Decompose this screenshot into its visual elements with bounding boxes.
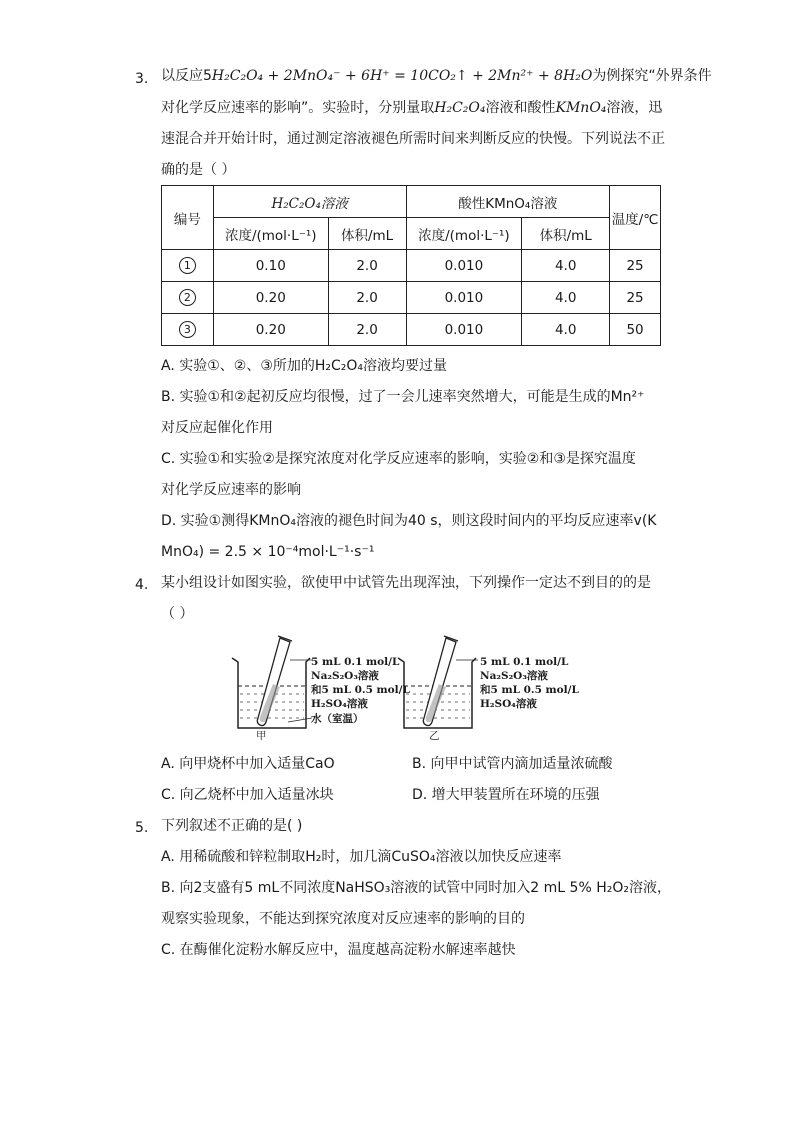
table-row — [162, 282, 661, 314]
cell-vol-1: 2.0 — [328, 314, 406, 346]
q3-stem-text: 为例探究“外界条件 — [592, 68, 712, 84]
cell-vol-2: 4.0 — [522, 282, 610, 314]
cell-temp: 25 — [610, 282, 661, 314]
cell-temp: 25 — [610, 250, 661, 282]
cell-vol-1: 2.0 — [328, 282, 406, 314]
q3-option-d: D. 实验①测得KMnO₄溶液的褪色时间为40 s，则这段时间内的平均反应速率v(K — [161, 513, 657, 529]
yi-label-2: Na₂S₂O₃溶液 — [480, 670, 548, 682]
q5-option-c: C. 在酶催化淀粉水解反应中，温度越高淀粉水解速率越快 — [161, 942, 516, 958]
q3-option-b: B. 实验①和②起初反应均很慢，过了一会儿速率突然增大，可能是生成的Mn²⁺ — [161, 389, 645, 405]
q5-option-a: A. 用稀硫酸和锌粒制取H₂时，加几滴CuSO₄溶液以加快反应速率 — [161, 849, 562, 865]
q3-stem-line3: 速混合并开始计时，通过测定溶液褪色所需时间来判断反应的快慢。下列说法不正 — [161, 131, 665, 147]
cell-vol-2: 4.0 — [522, 314, 610, 346]
q4-option-b: B. 向甲中试管内滴加适量浓硫酸 — [412, 756, 613, 772]
table-row — [162, 314, 661, 346]
cell-vol-2: 4.0 — [522, 250, 610, 282]
q3-stem-text: 以反应5 — [161, 68, 212, 84]
row-id-circle: 1 — [179, 257, 196, 274]
row-id-circle: 2 — [179, 289, 196, 306]
q5-option-b: B. 向2支盛有5 mL不同浓度NaHSO₃溶液的试管中同时加入2 mL 5% H₂O₂溶液， — [161, 880, 671, 896]
jia-label-4: H₂SO₄溶液 — [311, 698, 368, 710]
q3-stem-text: 溶液和酸性 — [485, 100, 556, 116]
q3-option-a: A. 实验①、②、③所加的H₂C₂O₄溶液均要过量 — [161, 358, 448, 374]
q4-stem-line1: 某小组设计如图实验，欲使甲中试管先出现浑浊，下列操作一定达不到目的的是 — [161, 575, 651, 591]
header-conc-1: 浓度/(mol·L⁻¹) — [213, 218, 328, 250]
experiment-table — [161, 185, 661, 346]
q3-stem-text: 对化学反应速率的影响”。实验时，分别量取 — [161, 100, 435, 116]
cell-conc-1: 0.20 — [213, 282, 328, 314]
q3-stem-line4: 确的是（ ） — [161, 162, 236, 178]
cell-conc-1: 0.20 — [213, 314, 328, 346]
cell-conc-2: 0.010 — [406, 282, 522, 314]
header-vol-2: 体积/mL — [522, 218, 610, 250]
q3-stem-text: 溶液，迅 — [606, 100, 663, 116]
beaker-jia-label: 甲 — [256, 730, 267, 742]
q3-formula: KMnO₄ — [555, 100, 607, 116]
q4-number: 4. — [135, 577, 149, 593]
q5-option-b-cont: 观察实验现象，不能达到探究浓度对反应速率的影响的目的 — [161, 911, 525, 927]
beaker-jia — [232, 636, 310, 728]
yi-label-3: 和5 mL 0.5 mol/L — [480, 684, 579, 696]
q3-stem-line1 — [161, 66, 712, 86]
beaker-yi — [398, 636, 476, 728]
q3-option-c: C. 实验①和实验②是探究浓度对化学反应速率的影响，实验②和③是探究温度 — [161, 451, 636, 467]
header-kmno4: 酸性KMnO₄溶液 — [406, 186, 610, 218]
q3-option-b-cont: 对反应起催化作用 — [161, 420, 273, 436]
q3-number: 3. — [135, 71, 149, 87]
q4-option-d: D. 增大甲装置所在环境的压强 — [412, 787, 600, 803]
header-vol-1: 体积/mL — [328, 218, 406, 250]
row-id-circle: 3 — [179, 321, 196, 338]
table-header-row — [162, 186, 661, 218]
yi-label-1: 5 mL 0.1 mol/L — [480, 656, 569, 668]
cell-conc-2: 0.010 — [406, 250, 522, 282]
yi-label-4: H₂SO₄溶液 — [480, 698, 537, 710]
header-id: 编号 — [162, 186, 214, 250]
q4-option-c: C. 向乙烧杯中加入适量冰块 — [161, 787, 334, 803]
q3-stem-line2 — [161, 98, 662, 118]
cell-temp: 50 — [610, 314, 661, 346]
cell-conc-1: 0.10 — [213, 250, 328, 282]
table-row — [162, 250, 661, 282]
jia-label-1: 5 mL 0.1 mol/L — [311, 656, 400, 668]
q5-stem: 下列叙述不正确的是( ) — [161, 818, 303, 834]
q3-option-d-cont: MnO₄) = 2.5 × 10⁻⁴mol·L⁻¹·s⁻¹ — [161, 544, 375, 560]
q5-number: 5. — [135, 820, 149, 836]
jia-label-2: Na₂S₂O₃溶液 — [311, 670, 379, 682]
q4-option-a: A. 向甲烧杯中加入适量CaO — [161, 756, 335, 772]
q3-reaction-equation: H₂C₂O₄ + 2MnO₄⁻ + 6H⁺ = 10CO₂↑ + 2Mn²⁺ + 8H₂O — [211, 68, 593, 84]
beaker-yi-label: 乙 — [429, 730, 440, 742]
q3-formula: H₂C₂O₄ — [434, 100, 486, 116]
table-subheader-row — [162, 218, 661, 250]
header-h2c2o4: H₂C₂O₄溶液 — [213, 186, 406, 218]
cell-vol-1: 2.0 — [328, 250, 406, 282]
header-conc-2: 浓度/(mol·L⁻¹) — [406, 218, 522, 250]
q4-stem-line2: （ ） — [161, 606, 194, 622]
water-label: 水（室温） — [311, 713, 364, 725]
cell-conc-2: 0.010 — [406, 314, 522, 346]
label-leader-line — [288, 718, 312, 722]
q3-option-c-cont: 对化学反应速率的影响 — [161, 482, 301, 498]
jia-label-3: 和5 mL 0.5 mol/L — [311, 684, 410, 696]
header-temp: 温度/℃ — [610, 186, 661, 250]
